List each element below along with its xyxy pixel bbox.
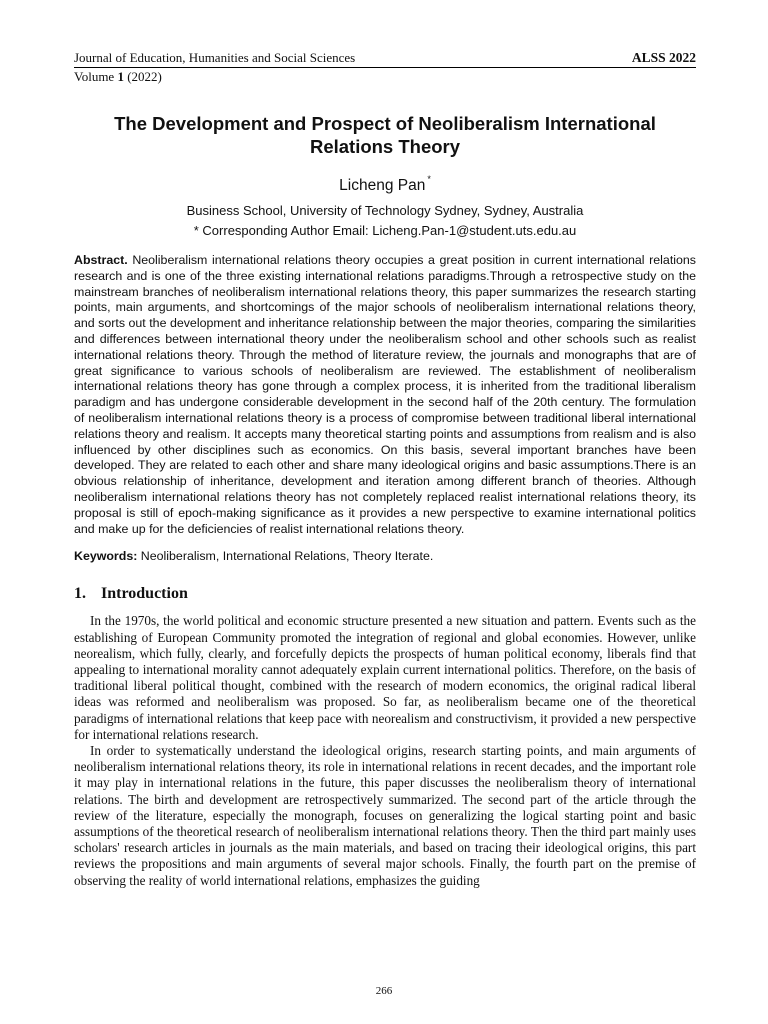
volume-line: [74, 69, 696, 85]
section-heading: [74, 584, 696, 604]
author-line: [74, 169, 696, 196]
keywords: [74, 548, 696, 564]
corresponding-author: * Corresponding Author Email: Licheng.Pan-1@student.uts.edu.au: [193, 223, 577, 238]
keywords-text: Neoliberalism, International Relations, Theory Iterate.: [137, 549, 434, 564]
author-name: Licheng Pan: [339, 177, 426, 194]
volume-year: (2022): [123, 69, 162, 84]
section-number: 1.: [74, 585, 86, 603]
body-paragraph: In order to systematically understand the ideological origins, research starting points, and main arguments of neoliberalism international relations theory, its role in international relations in recent decades, and the important role it may play in international relations in the future, this paper discusses the neoliberalism theory of international relations. The birth and development are retrospectively summarized. The second part of the article through the review of the literature, especially the monograph, focuses on generalizing the logical starting point and basic assumptions of the theoretical research of neoliberalism international relations theory. Then the third part mainly uses scholars' research articles in journals as the main materials, and based on tracing their ideological origins, this part reviews the propositions and main arguments of several major schools. Finally, the fourth part on the premise of observing the reality of world international relations, emphasizes the guiding: [74, 742, 696, 888]
volume-label: Volume: [74, 69, 118, 84]
running-header: [74, 50, 696, 68]
paper-page: [74, 50, 696, 889]
body-paragraph: In the 1970s, the world political and economic structure presented a new situation and pattern. Events such as the establishing of European Community promoted the integration of regional and global economies. However, unlike neorealism, which fully, clearly, and forcefully depicts the prospects of human political economy, liberals find that appealing to international morality cannot adequately explain current international politics. Therefore, on the basis of traditional liberal political thought, combined with the research of modern economics, the original radical liberal ideas was reformed and neoliberalism was proposed. So far, as neoliberalism became one of the theoretical paradigms of international relations that keep pace with neorealism and constructivism, it provided a new perspective for international relations research.: [74, 613, 696, 742]
abstract-text: Neoliberalism international relations theory occupies a great position in current international relations research and is one of the three existing international relations paradigms.Through a retrospective study on the mainstream branches of neoliberalism international relations theory, this paper summarizes the research starting points, main arguments, and shortcomings of the major schools of neoliberalism international relations theory, and sorts out the development and inheritance relationship between the major theories, comparing the similarities and differences between international theory under the neoliberalism school and other schools such as realist international relations theory. Through the method of literature review, the journals and monographs that are of great significance to various schools of neoliberalism are reviewed. The establishment of neoliberalism international relations theory has gone through a complex process, it is inherited from the traditional liberalism paradigm and has undergone considerable development in the second half of the 20th century. The formulation of neoliberalism international relations theory is a process of compromise between traditional liberal international relations theory and realism. It accepts many theoretical starting points and assumptions from realism and is also influenced by other disciplines such as economics. On this basis, several important branches have been developed. They are related to each other and share many ideological origins and basic assumptions.There is an obvious relationship of inheritance, development and iteration among different branch of theories. Although neoliberalism international relations theory has not completely replaced realist international relations theory, its proposal is still of epoch-making significance as it provides a new perspective to examine international politics and make up for the deficiencies of realist international relations theory.: [74, 253, 696, 536]
abstract-label: Abstract.: [74, 253, 128, 267]
page-number: 266: [375, 985, 393, 997]
affiliation: Business School, University of Technology Sydney, Sydney, Australia: [186, 203, 584, 218]
section-title: Introduction: [101, 585, 188, 603]
conference-name: ALSS 2022: [631, 50, 696, 65]
abstract: [74, 253, 696, 537]
keywords-label: Keywords:: [74, 549, 138, 564]
journal-name: Journal of Education, Humanities and Social Sciences: [74, 50, 356, 65]
paper-title: The Development and Prospect of Neoliberalism International Relations Theory: [114, 113, 656, 157]
author-mark: *: [427, 174, 431, 184]
volume-number: 1: [117, 69, 124, 84]
